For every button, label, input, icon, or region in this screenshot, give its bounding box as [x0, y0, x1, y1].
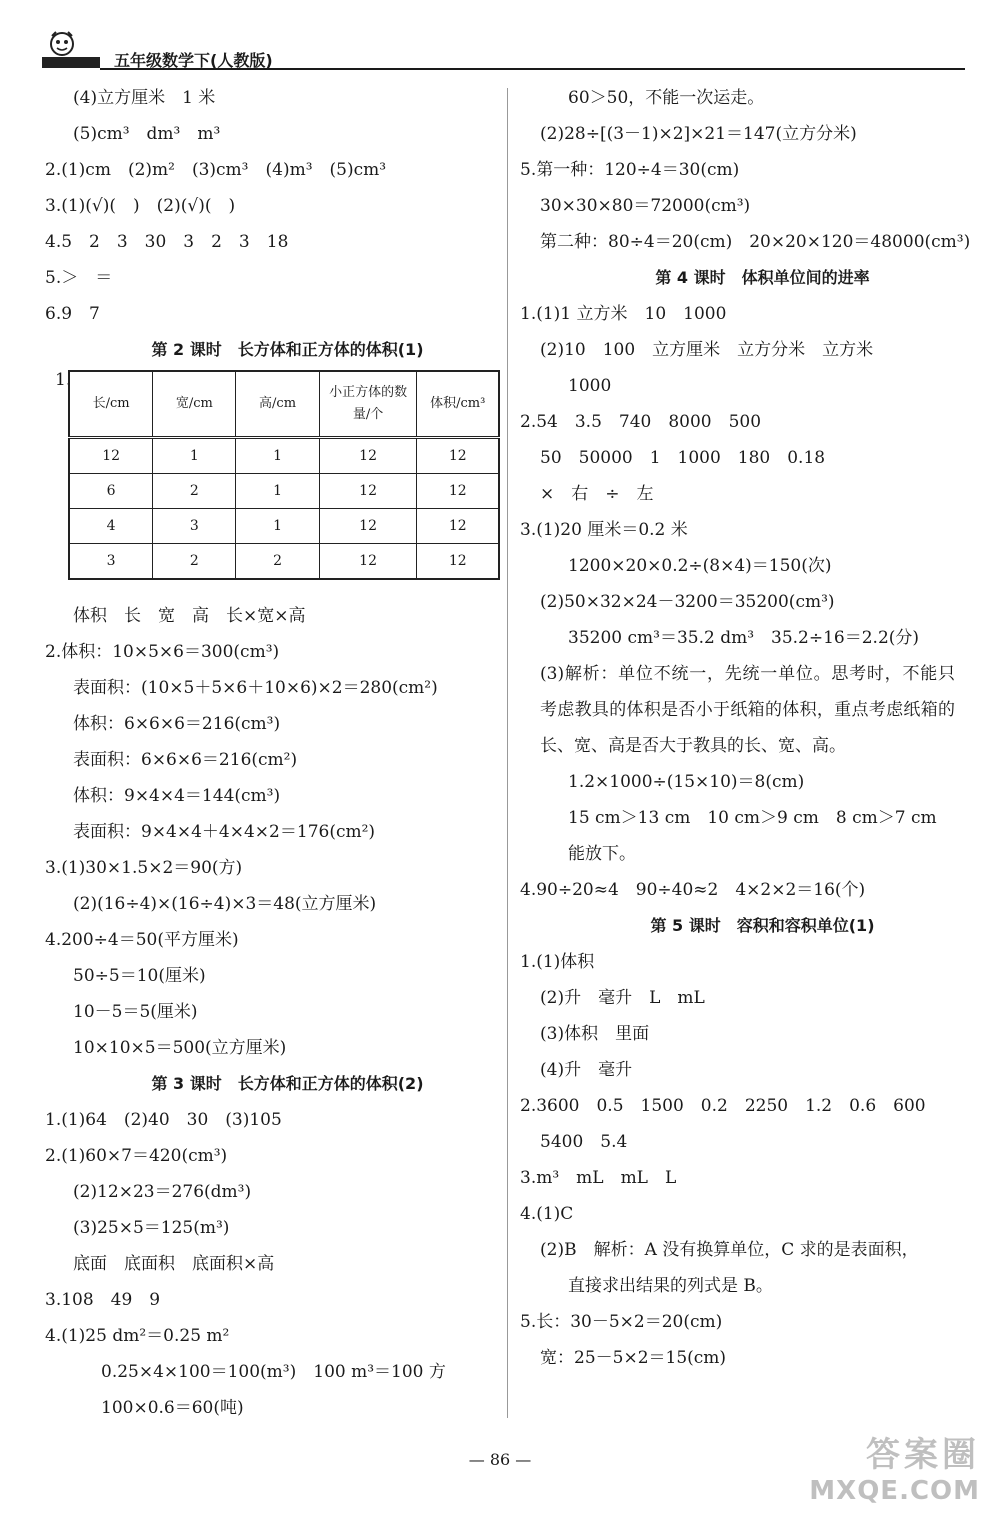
table-cell: 3	[153, 509, 236, 544]
book-title: 五年级数学下(人教版)	[114, 51, 273, 70]
table-cell: 12	[319, 509, 417, 544]
answer-line: 0.25×4×100＝100(m³) 100 m³＝100 方	[101, 1362, 446, 1382]
section-title-lesson2: 第 2 课时 长方体和正方体的体积(1)	[151, 340, 424, 359]
table-header-row	[69, 371, 499, 438]
table-header-cell: 长/cm	[69, 371, 153, 438]
volume-table	[68, 370, 500, 580]
answer-line: 5.＞ ＝	[45, 268, 113, 288]
table-cell: 2	[153, 474, 236, 509]
answer-line: 50÷5＝10(厘米)	[73, 966, 206, 986]
answer-line: 5.长：30－5×2＝20(cm)	[520, 1312, 723, 1332]
table-cell: 12	[417, 544, 499, 580]
answers-lesson3	[45, 1102, 500, 1426]
table-cell: 1	[236, 509, 319, 544]
site-watermark	[809, 1427, 980, 1506]
analysis-paragraph: (3)解析：单位不统一，先统一单位。思考时，不能只考虑教具的体积是否小于纸箱的体积，重点考虑纸箱的长、宽、高是否大于教具的长、宽、高。	[540, 664, 955, 756]
answer-line: 4.5 2 3 30 3 2 3 18	[45, 232, 289, 252]
answer-line: (2)28÷[(3－1)×2]×21＝147(立方分米)	[540, 124, 857, 144]
answer-line: 2.54 3.5 740 8000 500	[520, 412, 762, 432]
table-cell: 2	[236, 544, 319, 580]
answer-line: 1.2×1000÷(15×10)＝8(cm)	[568, 772, 805, 792]
table-cell: 2	[153, 544, 236, 580]
answer-line: 10×10×5＝500(立方厘米)	[73, 1038, 287, 1058]
table-cell: 1	[236, 474, 319, 509]
table-cell: 1	[236, 438, 319, 474]
table-cell: 4	[69, 509, 153, 544]
answer-line: 1000	[568, 376, 612, 396]
table-cell: 12	[417, 438, 499, 474]
answers-lesson2	[45, 598, 500, 1066]
answer-line: 体积 长 宽 高 长×宽×高	[73, 606, 306, 626]
volume-table-block	[45, 368, 500, 598]
table-cell: 12	[319, 544, 417, 580]
left-column	[45, 80, 500, 1426]
answer-line: 1200×20×0.2÷(8×4)＝150(次)	[568, 556, 832, 576]
answer-line: 3.(1)(√)( ) (2)(√)( )	[45, 196, 236, 216]
answer-line: 1.(1)64 (2)40 30 (3)105	[45, 1110, 282, 1130]
table-header-cell: 体积/cm³	[417, 371, 499, 438]
column-divider	[507, 88, 508, 1418]
answer-line: 2.(1)cm (2)m² (3)cm³ (4)m³ (5)cm³	[45, 160, 387, 180]
section-title-lesson3: 第 3 课时 长方体和正方体的体积(2)	[151, 1074, 424, 1093]
answer-line: 4.200÷4＝50(平方厘米)	[45, 930, 239, 950]
right-column	[520, 80, 975, 1376]
answers-lesson3-continued	[520, 80, 975, 260]
answer-line: 4.(1)25 dm²＝0.25 m²	[45, 1326, 230, 1346]
answer-line: 35200 cm³＝35.2 dm³ 35.2÷16＝2.2(分)	[568, 628, 920, 648]
answer-line: 表面积：9×4×4＋4×4×2＝176(cm²)	[73, 822, 376, 842]
section-title-lesson5: 第 5 课时 容积和容积单位(1)	[650, 916, 875, 935]
answer-line: 3.108 49 9	[45, 1290, 161, 1310]
answer-line: 第二种：80÷4＝20(cm) 20×20×120＝48000(cm³)	[540, 232, 971, 252]
table-row	[69, 438, 499, 474]
table-cell: 3	[69, 544, 153, 580]
table-cell: 12	[319, 474, 417, 509]
answer-line: (2)50×32×24－3200＝35200(cm³)	[540, 592, 835, 612]
answer-line: 1.(1)体积	[520, 952, 595, 972]
answer-line: 15 cm＞13 cm 10 cm＞9 cm 8 cm＞7 cm	[568, 808, 937, 828]
answer-line: 2.3600 0.5 1500 0.2 2250 1.2 0.6 600	[520, 1096, 926, 1116]
answer-line: 5400 5.4	[540, 1132, 628, 1152]
answer-line: 能放下。	[568, 844, 636, 864]
answer-line: 5.第一种：120÷4＝30(cm)	[520, 160, 740, 180]
answer-line: 1.(1)1 立方米 10 1000	[520, 304, 727, 324]
answer-line: 宽：25－5×2＝15(cm)	[540, 1348, 727, 1368]
answer-line: 体积：6×6×6＝216(cm³)	[73, 714, 281, 734]
answer-line: (5)cm³ dm³ m³	[73, 124, 221, 144]
mascot-logo-icon	[40, 30, 102, 70]
answer-line: (3)体积 里面	[540, 1024, 650, 1044]
header-rule	[100, 68, 965, 70]
page-number: — 86 —	[468, 1450, 532, 1469]
answer-line: 表面积：(10×5＋5×6＋10×6)×2＝280(cm²)	[73, 678, 438, 698]
answer-line: 50 50000 1 1000 180 0.18	[540, 448, 826, 468]
answer-line: 3.(1)30×1.5×2＝90(方)	[45, 858, 243, 878]
answer-line: 2.体积：10×5×6＝300(cm³)	[45, 642, 280, 662]
answers-lesson1-continued	[45, 80, 500, 332]
answer-line: (2)(16÷4)×(16÷4)×3＝48(立方厘米)	[73, 894, 377, 914]
answer-line: 3.(1)20 厘米＝0.2 米	[520, 520, 688, 540]
table-header-cell: 宽/cm	[153, 371, 236, 438]
table-row	[69, 509, 499, 544]
answer-line: 60＞50，不能一次运走。	[568, 88, 765, 108]
answer-line: (3)25×5＝125(m³)	[73, 1218, 230, 1238]
answer-line: 直接求出结果的列式是 B。	[568, 1276, 773, 1296]
answer-line: 10－5＝5(厘米)	[73, 1002, 198, 1022]
answers-lesson4	[520, 296, 975, 908]
question-number: 1.	[55, 370, 72, 390]
section-title-lesson4: 第 4 课时 体积单位间的进率	[655, 268, 870, 287]
answers-lesson5	[520, 944, 975, 1376]
answer-line: (4)立方厘米 1 米	[73, 88, 216, 108]
answer-line: 体积：9×4×4＝144(cm³)	[73, 786, 281, 806]
table-cell: 12	[417, 509, 499, 544]
answer-line: 4.90÷20≈4 90÷40≈2 4×2×2＝16(个)	[520, 880, 866, 900]
answer-line: (2)B 解析：A 没有换算单位，C 求的是表面积，	[540, 1240, 919, 1260]
answer-line: 表面积：6×6×6＝216(cm²)	[73, 750, 298, 770]
answer-line: × 右 ÷ 左	[540, 484, 654, 504]
answer-line: (2)10 100 立方厘米 立方分米 立方米	[540, 340, 874, 360]
page-header	[40, 28, 965, 70]
answer-line: 底面 底面积 底面积×高	[73, 1254, 275, 1274]
answer-line: (4)升 毫升	[540, 1060, 633, 1080]
table-cell: 12	[417, 474, 499, 509]
answer-line: 100×0.6＝60(吨)	[101, 1398, 244, 1418]
watermark-url: MXQE.COM	[809, 1476, 980, 1506]
answer-line: (2)12×23＝276(dm³)	[73, 1182, 252, 1202]
answer-line: 4.(1)C	[520, 1204, 574, 1224]
answer-line: 3.m³ mL mL L	[520, 1168, 677, 1188]
table-cell: 12	[69, 438, 153, 474]
table-cell: 1	[153, 438, 236, 474]
answer-line: (2)升 毫升 L mL	[540, 988, 705, 1008]
answer-line: 2.(1)60×7＝420(cm³)	[45, 1146, 228, 1166]
table-row	[69, 474, 499, 509]
table-header-cell: 小正方体的数量/个	[319, 371, 417, 438]
table-cell: 6	[69, 474, 153, 509]
answer-line: 30×30×80＝72000(cm³)	[540, 196, 751, 216]
answer-line: 6.9 7	[45, 304, 100, 324]
watermark-logo-text: 答案圈	[866, 1435, 980, 1475]
table-row	[69, 544, 499, 580]
table-header-cell: 高/cm	[236, 371, 319, 438]
table-cell: 12	[319, 438, 417, 474]
